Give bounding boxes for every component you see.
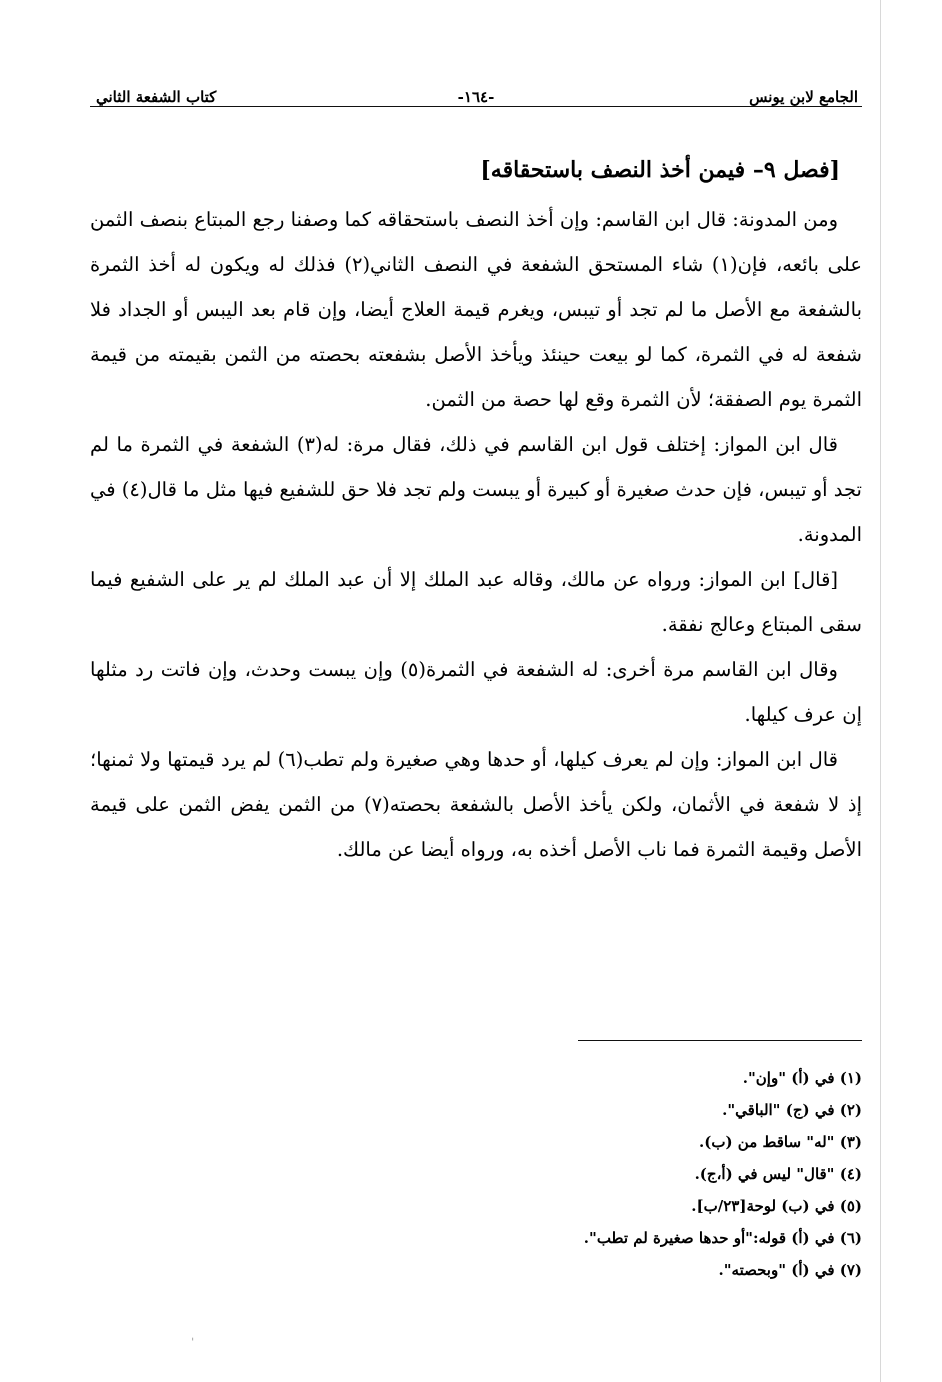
footnote-separator [578,1040,862,1041]
document-page [90,72,862,1372]
footnote-item: (٥) في (ب) لوحة[٢٣/ب]. [691,1197,862,1215]
footnote-item: (٢) في (ج) "الباقي". [722,1101,862,1119]
footnote-item: (١) في (أ) "وإن". [742,1069,862,1087]
footnote-item: (٤) "قال" ليس في (أ،ج). [694,1165,862,1183]
section-title: [فصل ٩– فيمن أخذ النصف باستحقاقه] [480,157,840,183]
header-chapter-title: كتاب الشفعة الثاني [96,88,217,106]
footnote-item: (٣) "له" ساقط من (ب). [699,1133,862,1151]
footnote-item: (٧) في (أ) "وبحصته". [718,1261,862,1279]
footnotes [362,1062,862,1286]
page-number: -١٦٤- [457,88,495,106]
footnote-item: (٦) في (أ) قوله:"أو حدها صغيرة لم تطب". [583,1229,862,1247]
page-edge-line [880,0,881,1382]
scan-speck: ˈ [191,1336,195,1350]
body-paragraph: قال ابن المواز: إختلف قول ابن القاسم في ذلك، فقال مرة: له(٣) الشفعة في الثمرة ما لم تجد أو تيبس، فإن حدث صغيرة أو كبيرة أو يبست ولم تجد فلا حق للشفيع فيها مثل ما قال(٤) في المدونة. [90,433,862,546]
body-paragraph: [قال] ابن المواز: ورواه عن مالك، وقاله عبد الملك إلا أن عبد الملك لم ير على الشفيع فيما سقى المبتاع وعالج نفقة. [90,568,862,636]
header-book-title: الجامع لابن يونس [749,88,858,106]
running-header [90,72,862,107]
body-paragraph: وقال ابن القاسم مرة أخرى: له الشفعة في الثمرة(٥) وإن يبست وحدث، وإن فاتت رد مثلها إن عرف كيلها. [90,658,862,726]
body-paragraph: ومن المدونة: قال ابن القاسم: وإن أخذ النصف باستحقاقه كما وصفنا رجع المبتاع بنصف الثمن على بائعه، فإن(١) شاء المستحق الشفعة في النصف الثاني(٢) فذلك له ويكون له أخذ الثمرة بالشفعة مع الأصل ما لم تجد أو تيبس، ويغرم قيمة العلاج أيضا، وإن قام بعد اليبس أو الجداد فلا شفعة له في الثمرة، كما لو بيعت حينئذ ويأخذ الأصل بشفعته بحصته من الثمن بقيمته من قيمة الثمرة يوم الصفقة؛ لأن الثمرة وقع لها حصة من الثمن. [90,208,862,411]
body-paragraph: قال ابن المواز: وإن لم يعرف كيلها، أو حدها وهي صغيرة ولم تطب(٦) لم يرد قيمتها ولا ثمنها؛ إذ لا شفعة في الأثمان، ولكن يأخذ الأصل بالشفعة بحصته(٧) من الثمن يفض الثمن على قيمة الأصل وقيمة الثمرة فما ناب الأصل أخذه به، ورواه أيضا عن مالك. [90,748,862,861]
